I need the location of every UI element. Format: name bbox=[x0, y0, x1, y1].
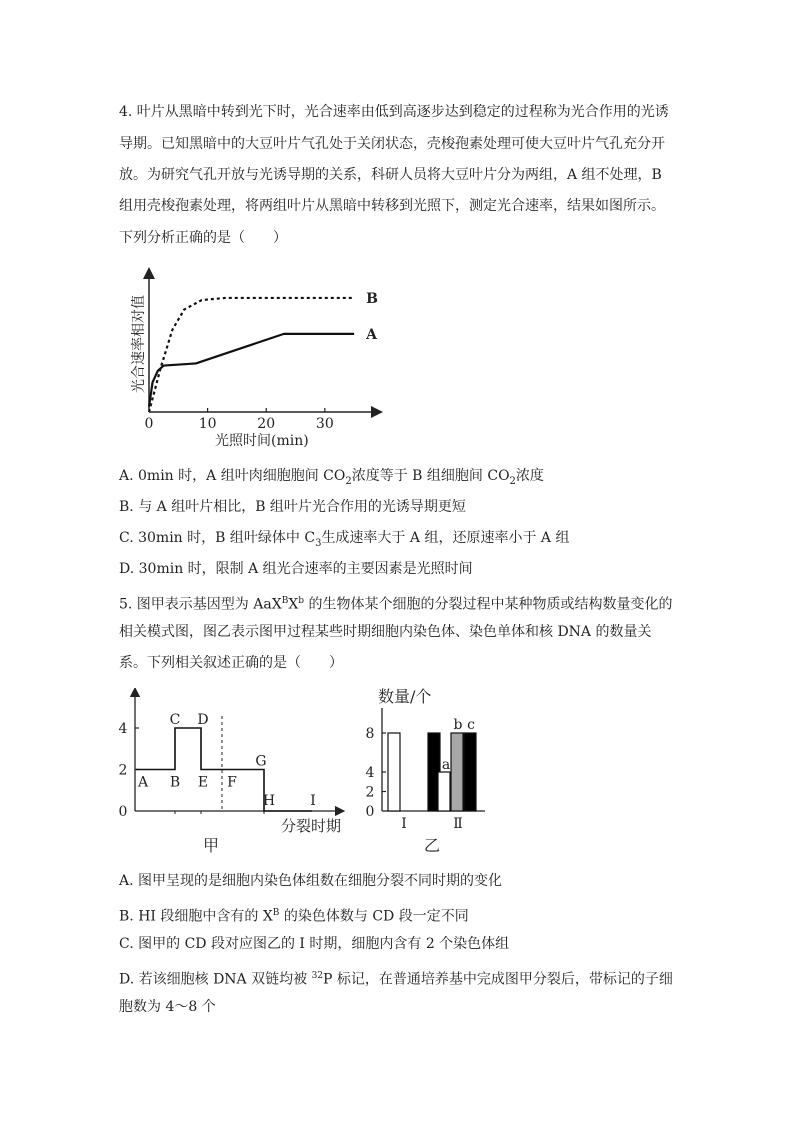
jia-point-label: C bbox=[169, 712, 181, 728]
q5-figure-jia bbox=[115, 688, 365, 858]
yi-category-label: Ⅱ bbox=[453, 816, 463, 832]
q4-option-a-sub2: 2 bbox=[509, 475, 516, 487]
q4-option-a-mid: 浓度等于 B 组细胞间 CO bbox=[351, 468, 510, 484]
q4-x-label: 光照时间(min) bbox=[215, 433, 309, 449]
yi-bar-c-2 bbox=[464, 733, 476, 811]
yi-y-tick-label: 2 bbox=[365, 784, 375, 801]
jia-y-tick-label: 2 bbox=[118, 762, 128, 779]
jia-step-line bbox=[136, 728, 312, 811]
q5-stem-line-2: 相关模式图，图乙表示图甲过程某些时期细胞内染色体、染色单体和核 DNA 的数量关 bbox=[119, 624, 652, 640]
q4-option-a-sub1: 2 bbox=[345, 475, 352, 487]
yi-bar-a-2 bbox=[438, 772, 450, 811]
jia-x-label: 分裂时期 bbox=[281, 817, 342, 835]
q4-x-tick-label: 30 bbox=[315, 416, 334, 432]
q5-stem-1c: 的生物体某个细胞的分裂过程中某种物质或结构数量变化的 bbox=[304, 596, 673, 613]
jia-point-label: H bbox=[262, 793, 276, 809]
q5-option-d-cont: 胞数为 4～8 个 bbox=[119, 999, 216, 1015]
jia-point-label: G bbox=[255, 753, 267, 770]
q5-stem-1a: 5. 图甲表示基因型为 AaX bbox=[119, 596, 282, 613]
jia-title: 甲 bbox=[203, 836, 220, 855]
yi-letter-label: b bbox=[453, 717, 463, 733]
yi-y-tick-label: 4 bbox=[365, 765, 375, 781]
q5-option-d-sup: 32 bbox=[311, 971, 324, 981]
q5-stem-line-1 bbox=[119, 591, 673, 615]
jia-y-tick-label: 4 bbox=[118, 721, 128, 737]
q5-option-b bbox=[119, 903, 469, 927]
q5-figure-yi bbox=[360, 680, 510, 858]
q4-stem-line-3: 放。为研究气孔开放与光诱导期的关系，科研人员将大豆叶片分为两组，A 组不处理，B bbox=[119, 167, 662, 183]
jia-point-label: E bbox=[197, 774, 209, 791]
yi-bar-b-2 bbox=[451, 733, 463, 811]
yi-y-tick-label: 8 bbox=[365, 726, 375, 742]
yi-y-label: 数量/个 bbox=[378, 687, 432, 706]
jia-y-tick-label: 0 bbox=[118, 804, 128, 820]
q4-series-label: B bbox=[366, 290, 378, 307]
q4-series-b bbox=[149, 298, 354, 412]
q5-stem-1b: X bbox=[288, 596, 299, 613]
q4-option-b: B. 与 A 组叶片相比，B 组叶片光合作用的光诱导期更短 bbox=[119, 499, 466, 515]
yi-title: 乙 bbox=[424, 836, 441, 855]
q5-option-a: A. 图甲呈现的是细胞内染色体组数在细胞分裂不同时期的变化 bbox=[119, 873, 503, 889]
q5-stem-sup2: b bbox=[298, 596, 305, 606]
q4-option-c bbox=[119, 528, 569, 554]
q4-x-tick-label: 10 bbox=[198, 416, 217, 432]
q4-option-c-sub1: 3 bbox=[315, 537, 322, 549]
yi-letter-label: c bbox=[467, 717, 475, 733]
q5-stem-line-3: 系。下列相关叙述正确的是（ ） bbox=[119, 655, 343, 671]
q5-option-d-suffix: P 标记，在普通培养基中完成图甲分裂后，带标记的子细 bbox=[323, 971, 673, 988]
jia-point-label: D bbox=[197, 712, 209, 728]
q4-option-a-suffix: 浓度 bbox=[515, 468, 544, 484]
q4-series-label: A bbox=[366, 326, 378, 343]
jia-point-label: F bbox=[227, 774, 237, 791]
q4-y-label: 光合速率相对值 bbox=[130, 295, 146, 393]
q4-stem-line-2: 导期。已知黑暗中的大豆叶片气孔处于关闭状态，壳梭孢素处理可使大豆叶片气孔充分开 bbox=[119, 136, 665, 152]
q4-option-c-prefix: C. 30min 时，B 组叶绿体中 C bbox=[119, 530, 316, 546]
yi-y-tick-label: 0 bbox=[365, 804, 375, 820]
q4-stem-line-4: 组用壳梭孢素处理，将两组叶片从黑暗中转移到光照下，测定光合速率，结果如图所示。 bbox=[119, 198, 665, 214]
q4-option-a bbox=[119, 466, 544, 492]
q5-option-d-prefix: D. 若该细胞核 DNA 双链均被 bbox=[119, 971, 312, 988]
q4-stem-line-1: 4. 叶片从黑暗中转到光下时，光合速率由低到高逐步达到稳定的过程称为光合作用的光诱 bbox=[119, 104, 669, 120]
jia-point-label: I bbox=[310, 793, 316, 809]
q5-option-b-prefix: B. HI 段细胞中含有的 X bbox=[119, 908, 273, 925]
q5-option-b-sup: B bbox=[272, 908, 280, 918]
q5-option-d bbox=[119, 966, 673, 990]
yi-letter-label: a bbox=[441, 757, 451, 773]
jia-point-label: A bbox=[137, 774, 149, 791]
q5-stem-sup1: B bbox=[281, 596, 289, 606]
q5-option-c: C. 图甲的 CD 段对应图乙的 I 时期，细胞内含有 2 个染色体组 bbox=[119, 936, 510, 952]
q4-stem-line-5: 下列分析正确的是（ ） bbox=[119, 230, 287, 246]
q5-option-b-suffix: 的染色体数与 CD 段一定不同 bbox=[279, 908, 469, 925]
q4-option-a-prefix: A. 0min 时，A 组叶肉细胞胞间 CO bbox=[119, 468, 346, 484]
q4-x-tick-label: 20 bbox=[257, 416, 276, 432]
q4-option-c-mid: 生成速率大于 A 组，还原速率小于 A 组 bbox=[321, 530, 570, 546]
q4-series-a bbox=[149, 334, 354, 407]
q4-line-chart bbox=[115, 265, 395, 455]
jia-point-label: B bbox=[169, 774, 181, 791]
yi-bar-a-1 bbox=[388, 733, 400, 811]
q4-option-d: D. 30min 时，限制 A 组光合速率的主要因素是光照时间 bbox=[119, 561, 473, 577]
q4-x-tick-label: 0 bbox=[144, 416, 154, 432]
yi-category-label: Ⅰ bbox=[401, 816, 407, 832]
